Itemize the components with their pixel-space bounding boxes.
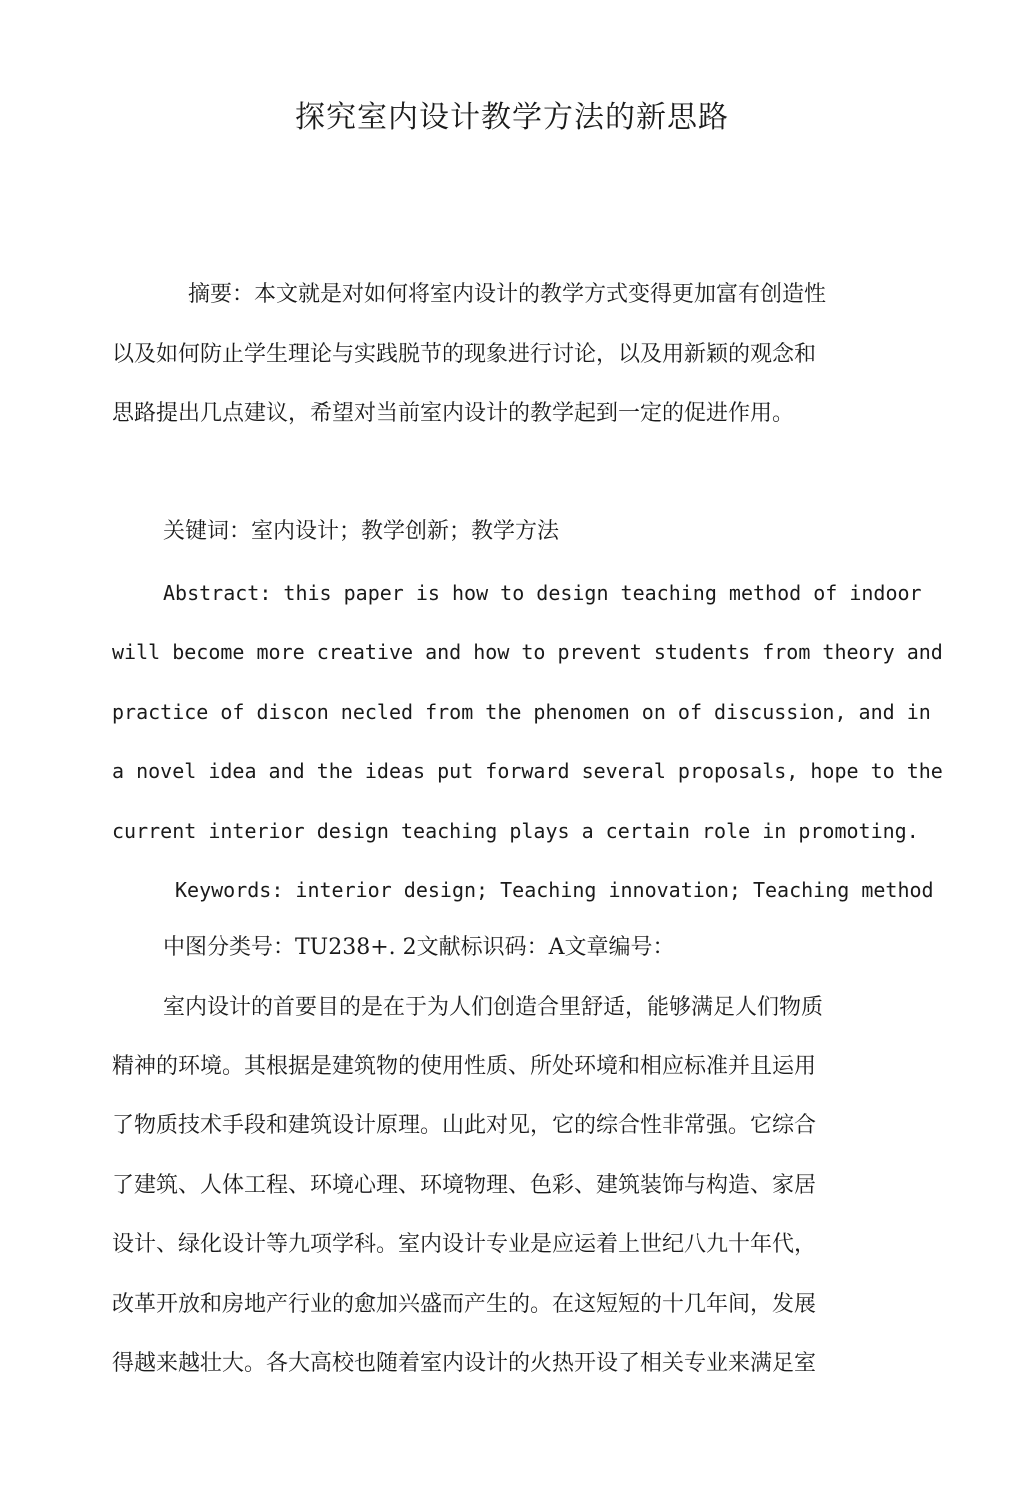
body-line: 设计、绿化设计等九项学科。室内设计专业是应运着上世纪八九十年代， [112,1232,817,1257]
body-line: 了建筑、人体工程、环境心理、环境物理、色彩、建筑装饰与构造、家居 [112,1173,817,1198]
abstract-en-line: current interior design teaching plays a certain role in promoting. [112,819,919,843]
keywords-zh: 关键词：室内设计；教学创新；教学方法 [163,519,560,544]
abstract-en-line: practice of discon necled from the phenomen on of discussion, and in [112,700,931,724]
body-line: 室内设计的首要目的是在于为人们创造合里舒适，能够满足人们物质 [163,995,824,1020]
abstract-zh-line: 以及如何防止学生理论与实践脱节的现象进行讨论，以及用新颖的观念和 [112,342,817,367]
keywords-en: Keywords: interior design; Teaching innovation; Teaching method [175,878,934,902]
body-line: 了物质技术手段和建筑设计原理。山此对见，它的综合性非常强。它综合 [112,1113,817,1138]
body-line: 改革开放和房地产行业的愈加兴盛而产生的。在这短短的十几年间，发展 [112,1292,817,1317]
classification-line: 中图分类号：TU238+. 2文献标识码：A文章编号： [163,935,675,960]
body-line: 得越来越壮大。各大高校也随着室内设计的火热开设了相关专业来满足室 [112,1351,817,1376]
abstract-zh-line: 摘要：本文就是对如何将室内设计的教学方式变得更加富有创造性 [188,282,827,307]
document-title: 探究室内设计教学方法的新思路 [295,100,729,135]
abstract-en-line: Abstract: this paper is how to design teaching method of indoor [163,581,922,605]
abstract-zh-line: 思路提出几点建议，希望对当前室内设计的教学起到一定的促进作用。 [112,401,795,426]
abstract-en-line: a novel idea and the ideas put forward several proposals, hope to the [112,759,943,783]
body-line: 精神的环境。其根据是建筑物的使用性质、所处环境和相应标准并且运用 [112,1054,817,1079]
abstract-en-line: will become more creative and how to prevent students from theory and [112,640,943,664]
